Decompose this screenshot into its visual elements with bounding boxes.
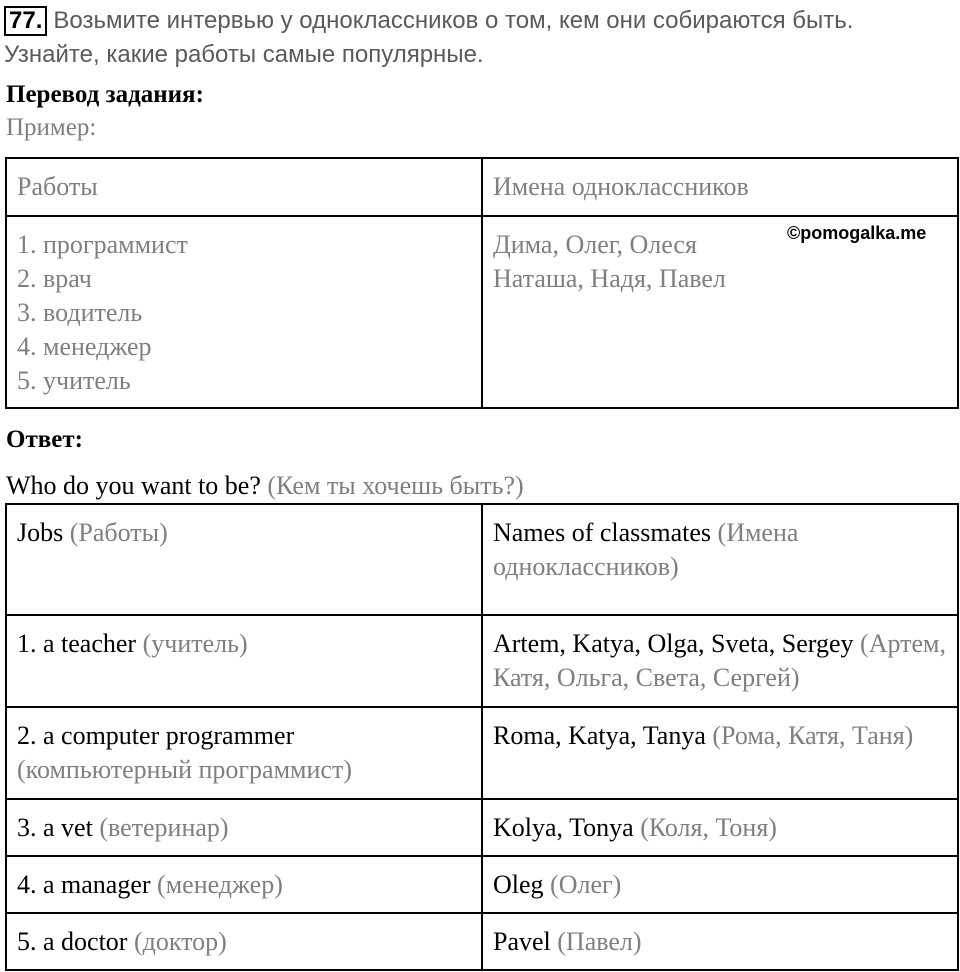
- job-cell: [6, 799, 482, 856]
- list-item: 5. учитель: [17, 366, 131, 395]
- task-number: 77.: [4, 6, 47, 36]
- answer-table: [5, 503, 959, 971]
- example-header-names: Имена одноклассников: [482, 158, 958, 216]
- job-ru: (ветеринар): [99, 813, 229, 842]
- table-row: [6, 615, 958, 707]
- names-cell: [482, 913, 958, 970]
- names-cell: [482, 707, 958, 799]
- table-row: [6, 799, 958, 856]
- header-jobs-ru: (Работы): [69, 518, 168, 547]
- table-row: [6, 707, 958, 799]
- names-cell: [482, 615, 958, 707]
- names-en: Roma, Katya, Tanya: [493, 721, 706, 750]
- watermark: ©pomogalka.me: [787, 223, 927, 243]
- job-cell: [6, 707, 482, 799]
- job-cell: [6, 615, 482, 707]
- list-item: 2. врач: [17, 264, 92, 293]
- job-cell: [6, 913, 482, 970]
- names-ru: (Артем, Катя, Ольга, Света, Сергей): [493, 629, 946, 692]
- job-ru: (доктор): [133, 927, 227, 956]
- job-cell: [6, 856, 482, 913]
- names-ru: (Коля, Тоня): [640, 813, 777, 842]
- question-ru: (Кем ты хочешь быть?): [267, 471, 524, 500]
- task-text: Возьмите интервью у одноклассников о том, кем они собираются быть. Узнайте, какие работы самые популярные.: [4, 7, 854, 68]
- example-names-cell: [482, 216, 958, 408]
- names-en: Oleg: [493, 870, 544, 899]
- list-item: Наташа, Надя, Павел: [493, 264, 726, 293]
- list-item: Дима, Олег, Олеся: [493, 230, 697, 259]
- names-cell: [482, 856, 958, 913]
- header-names: [482, 504, 958, 615]
- names-en: Pavel: [493, 927, 551, 956]
- job-en: 1. a teacher: [17, 629, 137, 658]
- list-item: 3. водитель: [17, 298, 143, 327]
- names-ru: (Олег): [550, 870, 622, 899]
- names-en: Artem, Katya, Olga, Sveta, Sergey: [493, 629, 854, 658]
- header-jobs: [6, 504, 482, 615]
- header-jobs-en: Jobs: [17, 518, 64, 547]
- example-table-header-row: [6, 158, 958, 216]
- table-row: [6, 856, 958, 913]
- question-en: Who do you want to be?: [6, 471, 261, 500]
- question-line: [6, 471, 524, 501]
- table-row: [6, 913, 958, 970]
- job-en: 4. a manager: [17, 870, 151, 899]
- example-table-body-row: [6, 216, 958, 408]
- table-header-row: [6, 504, 958, 615]
- example-table: [5, 157, 959, 409]
- task-text-block: [4, 4, 954, 72]
- header-names-ru: (Имена одноклассников): [493, 518, 799, 581]
- translation-heading: Перевод задания:: [6, 81, 204, 108]
- example-jobs-cell: [6, 216, 482, 408]
- job-ru: (компьютерный программист): [17, 755, 352, 784]
- job-ru: (учитель): [142, 629, 248, 658]
- header-names-en: Names of classmates: [493, 518, 712, 547]
- example-label: Пример:: [6, 114, 97, 141]
- names-en: Kolya, Tonya: [493, 813, 634, 842]
- names-ru: (Павел): [557, 927, 642, 956]
- example-header-jobs: Работы: [6, 158, 482, 216]
- list-item: 4. менеджер: [17, 332, 152, 361]
- job-en: 5. a doctor: [17, 927, 128, 956]
- list-item: 1. программист: [17, 230, 188, 259]
- job-en: 2. a computer programmer: [17, 721, 295, 750]
- job-ru: (менеджер): [157, 870, 283, 899]
- job-en: 3. a vet: [17, 813, 93, 842]
- answer-heading: Ответ:: [6, 426, 83, 453]
- names-cell: [482, 799, 958, 856]
- names-ru: (Рома, Катя, Таня): [712, 721, 914, 750]
